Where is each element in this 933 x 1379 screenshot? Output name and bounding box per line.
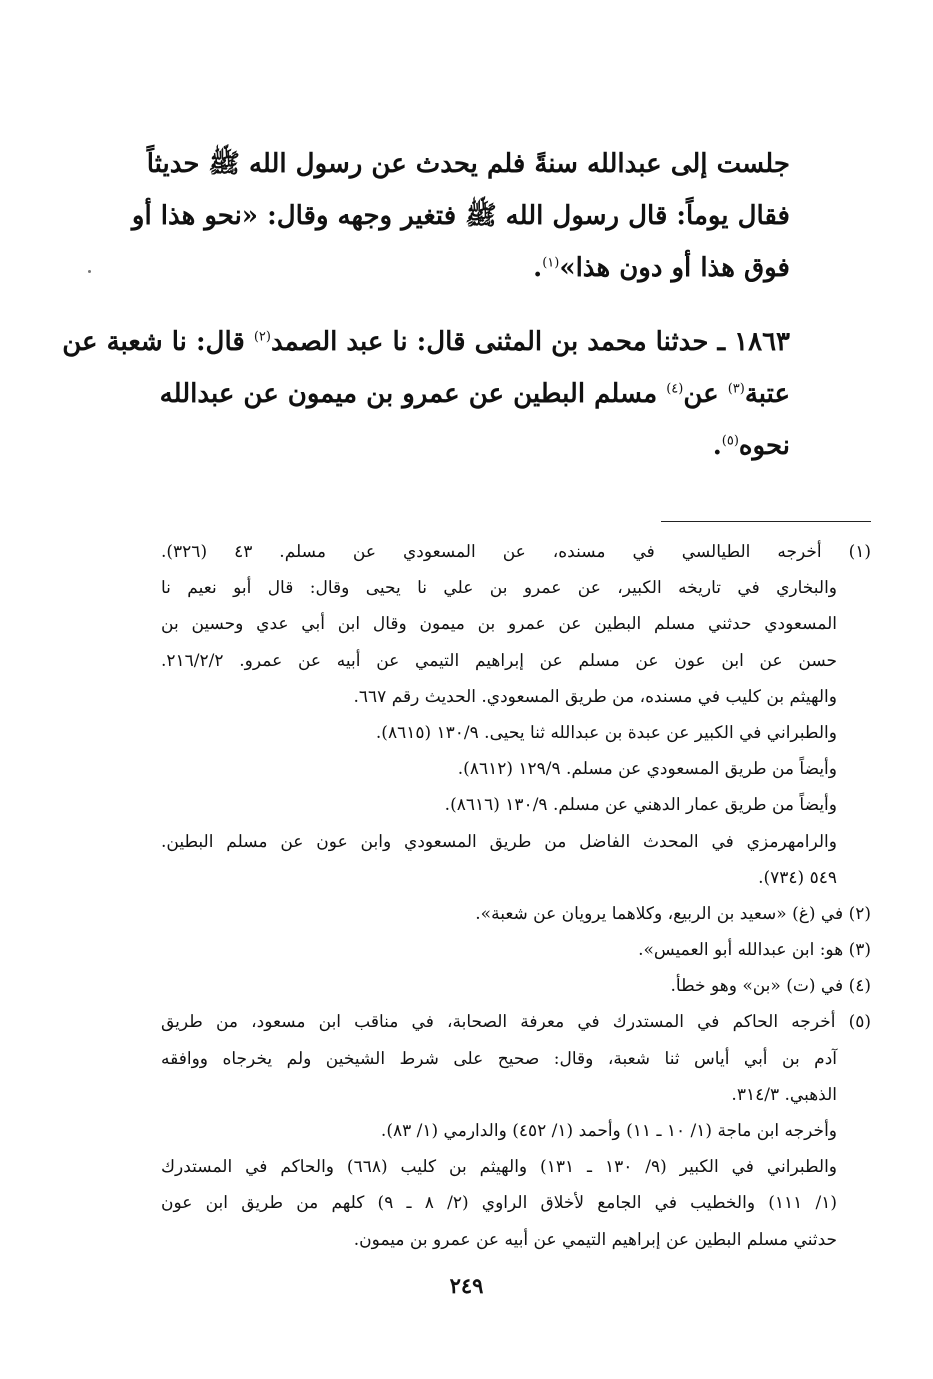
footnote-ref: (٢) (253, 329, 271, 345)
footnote-ref: (٤) (666, 381, 684, 397)
footnote-line: الذهبي. ٣١٤/٣. (731, 1084, 837, 1105)
footnote-line: (١) أخرجه الطيالسي في مسنده، عن المسعودي عن مسلم. ٤٣ (٣٢٦). (161, 542, 871, 562)
footnote-ref: (١) (542, 255, 560, 271)
footnote-line: والطبراني في الكبير عن عبدة بن عبدالله ثنا يحيى. ١٣٠/٩ (٨٦١٥). (375, 722, 837, 743)
footnote-ref: (٣) (727, 381, 745, 397)
body-line: نحوه$^{(٥)}$. (712, 431, 790, 461)
hadith-continuation (131, 138, 790, 294)
footnote-separator (661, 521, 871, 522)
footnote-line: والرامهرمزي في المحدث الفاضل من طريق المسعودي وابن عون عن مسلم البطين. (161, 831, 837, 852)
footnote-line: والهيثم بن كليب في مسنده، من طريق المسعودي. الحديث رقم ٦٦٧. (353, 686, 837, 707)
footnote-line: (١/ ١١١) والخطيب في الجامع لأخلاق الراوي (٢/ ٨ ـ ٩) كلهم من طريق ابن عون (161, 1193, 837, 1214)
footnote-line: آدم بن أبي أياس ثنا شعبة، وقال: صحيح على شرط الشيخين ولم يخرجاه ووافقه (161, 1048, 837, 1069)
footnote-line: ٥٤٩ (٧٣٤). (758, 867, 837, 888)
footnote-ref: (٥) (721, 433, 739, 449)
footnote-line: والطبراني في الكبير (٩/ ١٣٠ ـ ١٣١) والهيثم بن كليب (٦٦٨) والحاكم في المستدرك (161, 1157, 838, 1178)
footnote-line: (٥) أخرجه الحاكم في المستدرك في معرفة الصحابة، في مناقب ابن مسعود، من طريق (161, 1012, 871, 1033)
body-line: فقال يوماً: قال رسول الله ﷺ فتغير وجهه وقال: «نحو هذا أو (131, 201, 790, 231)
page-number: ٢٤٩ (449, 1273, 484, 1298)
body-line: عتبة$^{(٣)}$ عن$^{(٤)}$ مسلم البطين عن عمرو بن ميمون عن عبدالله (159, 379, 790, 409)
footnote-line: حسن عن ابن عون عن مسلم عن إبراهيم التيمي عن أبيه عن عمرو. ٢١٦/٢/٢. (161, 650, 837, 671)
footnote-line: (٣) هو: ابن عبدالله أبو العميس». (638, 940, 871, 961)
footnote-line: وأيضاً من طريق عمار الدهني عن مسلم. ١٣٠/٩ (٨٦١٦). (444, 795, 837, 816)
hadith-number: ١٨٦٣ (734, 327, 790, 357)
footnote-line: والبخاري في تاريخه الكبير، عن عمرو بن علي نا يحيى وقال: قال أبو نعيم نا (161, 578, 837, 599)
footnote-line: (٤) في (ت) «بن» وهو خطأ. (670, 976, 871, 997)
footnote-line: المسعودي حدثني مسلم البطين عن عمرو بن ميمون وقال ابن أبي عدي وحسين بن (161, 614, 837, 635)
body-line: ١٨٦٣ ـ حدثنا محمد بن المثنى قال: نا عبد الصمد$^{(٢)}$ قال: نا شعبة عن (62, 327, 790, 357)
body-line: جلست إلى عبدالله سنةً فلم يحدث عن رسول الله ﷺ حديثاً (146, 149, 790, 179)
footnote-line: وأيضاً من طريق المسعودي عن مسلم. ١٢٩/٩ (٨٦١٢). (457, 759, 837, 780)
footnote-line: (٢) في (غ) «سعيد بن الربيع، وكلاهما يرويان عن شعبة». (475, 903, 871, 924)
footnote-line: حدثني مسلم البطين عن إبراهيم التيمي عن أبيه عن عمرو بن ميمون. (353, 1229, 837, 1250)
scan-speck (88, 270, 91, 273)
hadith-1863 (62, 316, 790, 472)
footnote-line: وأخرجه ابن ماجة (١/ ١٠ ـ ١١) وأحمد (١/ ٤٥٢) والدارمي (١/ ٨٣). (380, 1121, 837, 1141)
footnotes (161, 534, 871, 1258)
body-line: فوق هذا أو دون هذا»$^{(١)}$. (533, 253, 790, 283)
